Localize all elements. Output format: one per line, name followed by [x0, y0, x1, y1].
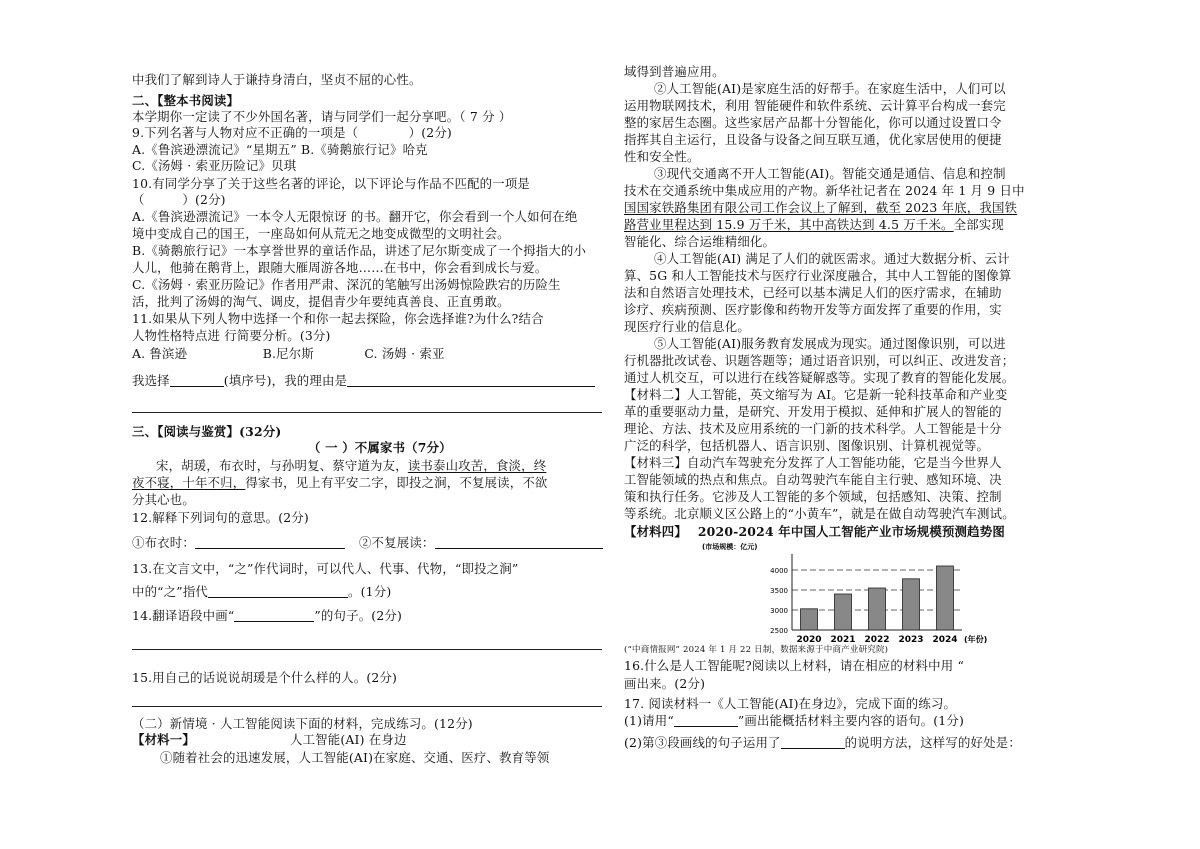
- chart-y-tick-label: 3500: [770, 587, 788, 595]
- material-1-title: 人工智能(AI) 在身边: [290, 732, 407, 747]
- q17-2-text: 的说明方法，这样写的好处是：: [844, 735, 1021, 750]
- chart-bar-2023: [903, 579, 920, 630]
- chart-x-axis-label: (年份): [964, 635, 988, 644]
- para-3-text-end: 全部实现: [953, 217, 1005, 232]
- q17-2-blank[interactable]: [781, 736, 845, 749]
- question-9: 9.下列名著与人物对应不正确的一项是（ ）(2分): [132, 125, 452, 140]
- q17-1-blank[interactable]: [674, 714, 738, 727]
- chart-y-tick-label: 4000: [770, 567, 788, 575]
- q11-answer-line: [132, 373, 595, 389]
- question-10: 10.有同学分享了关于这些名著的评论，以下评论与作品不匹配的一项是: [132, 176, 531, 191]
- section-2-intro: 本学期你一定读了不少外国名著，请与同学们一起分享吧。（ 7 分 ）: [132, 109, 512, 124]
- market-size-chart-svg: [700, 540, 1020, 644]
- question-12: 12.解释下列词句的意思。(2分): [132, 510, 309, 525]
- para-4-line3: 法和自然语言处理技术，已经可以基本满足人们的医疗需求，在辅助: [624, 285, 1002, 300]
- chart-bar-2022: [869, 588, 886, 630]
- chart-x-tick-label: 2022: [864, 635, 890, 644]
- passage-1-line1: [156, 458, 546, 474]
- q11-options: A. 鲁滨逊 B.尼尔斯 C. 汤姆 · 索亚: [132, 346, 445, 361]
- q10-option-b-line2: 人儿，他骑在鹅背上，跟随大雁周游各地……在书中，你会看到成长与爱。: [132, 260, 548, 275]
- q12-item-a: ①布衣时：: [132, 535, 195, 550]
- para-3-underlined-end: 路营业里程达到 15.9 万千米，其中高铁达到 4.5 万千米。: [624, 217, 954, 232]
- passage-1-line3: 分其心也。: [132, 492, 195, 507]
- passage-1-text-b: 得家书，见上有平安二字，即投之涧，不复展读，不欲: [245, 475, 548, 490]
- q12-item-b: ②不复展读：: [358, 535, 435, 550]
- question-16: 16.什么是人工智能呢?阅读以上材料，请在相应的材料中用 “: [624, 658, 964, 673]
- para-3-line2: 技术在交通系统中集成应用的产物。新华社记者在 2024 年 1 月 9 日中: [624, 183, 1025, 198]
- chart-bar-2024: [937, 566, 954, 630]
- para-2-line1: ②人工智能(AI)是家庭生活的好帮手。在家庭生活中，人们可以: [654, 81, 1006, 96]
- para-3-line1: ③现代交通离不开人工智能(AI)。智能交通是通信、信息和控制: [654, 166, 1006, 181]
- q12-blank-b[interactable]: [435, 536, 603, 549]
- material-3-line3: 策和执行任务。它涉及人工智能的多个领域，包括感知、决策、控制: [624, 489, 1002, 504]
- chart-bar-2021: [835, 594, 852, 630]
- passage-2-heading: （二）新情境 · 人工智能阅读下面的材料，完成练习。(12分): [132, 716, 473, 731]
- chart-x-tick-label: 2024: [932, 635, 958, 644]
- q12-answer-line: [132, 535, 603, 551]
- q17-part1: [624, 713, 964, 729]
- material-2-line4: 广泛的科学，包括机器人、语言识别、图像识别、计算机视觉等。: [624, 438, 990, 453]
- q17-part2: [624, 735, 1021, 751]
- q10-option-c-line2: 活，批判了汤姆的淘气、调皮，提倡青少年要纯真善良、正直勇敢。: [132, 294, 510, 309]
- para-3-line4: [624, 217, 1004, 233]
- left-line-1: 中我们了解到诗人于谦持身清白，坚贞不屈的心性。: [132, 72, 422, 87]
- q17-1-label: (1)请用“: [624, 713, 674, 728]
- question-16-cont: 画出来。(2分): [624, 676, 706, 691]
- para-4-line2: 算、5G 和人工智能技术与医疗行业深度融合，其中人工智能的图像算: [624, 268, 1012, 283]
- q11-reason-label: (填序号)，我的理由是: [223, 373, 348, 388]
- q9-option-ab: A.《鲁滨逊漂流记》“星期五” B.《骑鹅旅行记》哈克: [132, 142, 428, 157]
- question-17: 17. 阅读材料一《人工智能(AI)在身边》，完成下面的练习。: [624, 696, 957, 711]
- chart-y-tick-label: 3000: [770, 607, 788, 615]
- para-5-line2: 行机器批改试卷、识题答题等；通过语音识别，可以纠正、改进发音；: [624, 353, 1015, 368]
- material-1-label: 【材料一】: [132, 732, 195, 747]
- passage-1-title: （ 一 ）不属家书（7分）: [308, 440, 452, 455]
- chart-source-note: (“中商情报网” 2024 年 1 月 22 日制，数据来源于中商产业研究院): [624, 645, 889, 655]
- para-5-line3: 通过人机交互，可以进行在线答疑解惑等。实现了教育的智能化发展。: [624, 370, 1015, 385]
- chart-y-tick-label: 2500: [770, 627, 788, 635]
- material-1-para1: ①随着社会的迅速发展，人工智能(AI)在家庭、交通、医疗、教育等领: [160, 750, 550, 765]
- material-4-heading: 【材料四】 2020-2024 年中国人工智能产业市场规模预测趋势图: [624, 524, 1005, 539]
- question-13: 13.在文言文中，“之”作代词时，可以代人、代事、代物，“即投之涧”: [132, 561, 519, 576]
- q13-label: 中的“之”指代: [132, 584, 209, 599]
- question-14: [132, 608, 402, 624]
- q13-points: 。(1分): [348, 584, 392, 599]
- q14-blank[interactable]: [234, 609, 314, 622]
- q10-option-c-line1: C.《汤姆 · 索亚历险记》作者用严肃、深沉的笔触写出汤姆惊险跌宕的历险生: [132, 277, 561, 292]
- q11-choice-blank[interactable]: [170, 374, 224, 387]
- question-11-cont: 人物性格特点进 行简要分析。(3分): [132, 328, 331, 343]
- q11-choose-label: 我选择: [132, 373, 170, 388]
- para-2-line4: 指挥其自主运行，且设备与设备之间互联互通，优化家居使用的便捷: [624, 132, 1002, 147]
- section-2-heading: 二、【整本书阅读】: [132, 93, 240, 108]
- para-4-line1: ④人工智能(AI) 满足了人们的就医需求。通过大数据分析、云计: [654, 251, 1010, 266]
- chart-bar-2020: [801, 609, 818, 630]
- para-5-line1: ⑤人工智能(AI)服务教育发展成为现实。通过图像识别，可以进: [654, 336, 1006, 351]
- q9-option-c: C.《汤姆 · 索亚历险记》贝琪: [132, 158, 297, 173]
- para-2-line5: 性和安全性。: [624, 149, 700, 164]
- material-2-line1: 【材料二】人工智能，英文缩写为 AI。它是新一轮科技革命和产业变: [624, 387, 1008, 402]
- right-line-1: 域得到普遍应用。: [624, 64, 725, 79]
- material-3-line1: 【材料三】自动汽车驾驶充分发挥了人工智能功能，它是当今世界人: [624, 455, 1002, 470]
- para-3-line5: 智能化、综合运维精细化。: [624, 234, 776, 249]
- chart-x-tick-label: 2023: [898, 635, 924, 644]
- material-3-line4: 等系统。北京顺义区公路上的“小黄车”，就是在做自动驾驶汽车测试。: [624, 506, 1015, 521]
- q13-blank[interactable]: [208, 585, 348, 598]
- passage-1-line2: [132, 475, 548, 491]
- q10-option-a-line2: 境中变成自己的国王，一座岛如何从荒无之地变成微型的文明社会。: [132, 226, 510, 241]
- para-4-line5: 现医疗行业的信息化。: [624, 319, 750, 334]
- q10-bracket: （ ）(2分): [132, 192, 226, 207]
- q12-blank-a[interactable]: [195, 536, 345, 549]
- material-2-line3: 理论、方法、技术及应用系统的一门新的技术科学。人工智能是十分: [624, 421, 1002, 436]
- market-size-chart: [700, 540, 1020, 644]
- chart-x-tick-label: 2021: [830, 635, 856, 644]
- q17-1-text: ”画出能概括材料主要内容的语句。(1分): [737, 713, 965, 728]
- para-4-line4: 诊疗、疾病预测、医疗影像和药物开发等方面发挥了重要的作用，实: [624, 302, 1002, 317]
- para-2-line2: 运用物联网技术，利用 智能硬件和软件系统、云计算平台构成一套完: [624, 98, 1006, 113]
- q14-points: ”的句子。(2分): [314, 608, 403, 623]
- para-3-line3-underlined: 国国家铁路集团有限公司工作会议上了解到，截至 2023 年底，我国铁: [624, 200, 1018, 215]
- question-13-cont: [132, 584, 391, 600]
- section-3-heading: 三、【阅读与鉴赏】(32分): [132, 424, 282, 439]
- q15-answer-rule[interactable]: [132, 706, 602, 707]
- q14-label: 14.翻译语段中画“: [132, 608, 235, 623]
- q10-option-b-line1: B.《骑鹅旅行记》一本享誉世界的童话作品，讲述了尼尔斯变成了一个拇指大的小: [132, 243, 587, 258]
- question-15: 15.用自己的话说说胡瑗是个什么样的人。(2分): [132, 670, 398, 685]
- q14-answer-rule[interactable]: [132, 649, 602, 650]
- q17-2-label: (2)第③段画线的句子运用了: [624, 735, 781, 750]
- para-2-line3: 整的家居生态圈。这些家居产品都十分智能化，你可以通过设置口令: [624, 115, 1002, 130]
- passage-1-text-a: 宋，胡瑗，布衣时，与孙明复、蔡守道为友，: [156, 458, 408, 473]
- q11-reason-blank[interactable]: [347, 374, 595, 387]
- passage-1-underlined-b: 夜不寝，十年不归，: [132, 475, 246, 490]
- chart-x-tick-label: 2020: [796, 635, 822, 644]
- chart-y-axis-label: (市场规模：亿元): [702, 543, 758, 551]
- q10-option-a-line1: A.《鲁滨逊漂流记》一本令人无限惊讶 的书。翻开它，你会看到一个人如何在绝: [132, 209, 578, 224]
- material-2-line2: 革的重要驱动力量，是研究、开发用于模拟、延伸和扩展人的智能的: [624, 404, 1002, 419]
- passage-1-underlined-a: 读书泰山攻苦，食淡，终: [407, 458, 547, 473]
- q11-answer-rule[interactable]: [132, 412, 602, 413]
- material-3-line2: 工智能领域的热点和焦点。自动驾驶汽车能自主行驶、感知环境、决: [624, 472, 1002, 487]
- question-11: 11.如果从下列人物中选择一个和你一起去探险，你会选择谁?为什么?结合: [132, 311, 544, 326]
